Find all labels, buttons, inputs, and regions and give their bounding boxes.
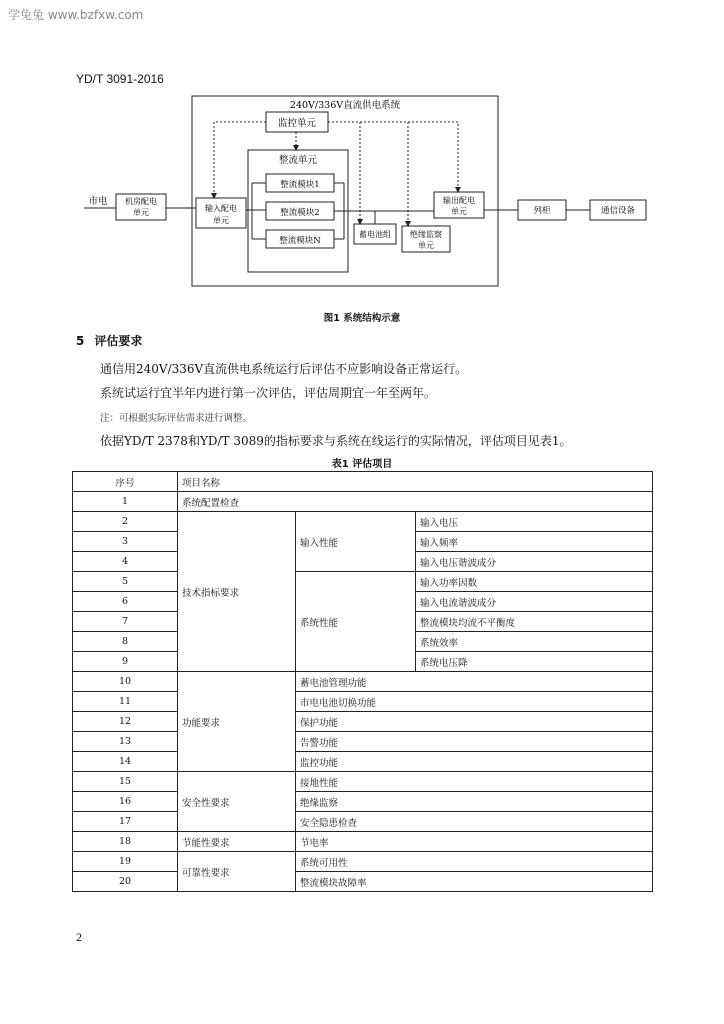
row-no: 10 (73, 672, 178, 692)
figure-caption: 图1 系统结构示意 (323, 313, 401, 324)
row-item: 蓄电池管理功能 (296, 672, 653, 692)
table-row (73, 832, 653, 852)
battery-label: 蓄电池组 (359, 230, 391, 239)
figure-title: 240V/336V直流供电系统 (289, 100, 401, 111)
row-item: 安全隐患检查 (296, 812, 653, 832)
row-no: 15 (73, 772, 178, 792)
row-no: 1 (73, 492, 178, 512)
row-item: 输入功率因数 (416, 572, 653, 592)
rect-mod-2-label: 整流模块2 (280, 208, 320, 218)
table-row (73, 572, 653, 592)
group-energy: 节能性要求 (178, 832, 296, 852)
row-no: 4 (73, 552, 178, 572)
row-item: 绝缘监察 (296, 792, 653, 812)
mains-panel-label-1: 机房配电 (125, 197, 157, 206)
section-heading (76, 332, 152, 349)
row-no: 7 (73, 612, 178, 632)
table-row (73, 772, 653, 792)
row-item: 告警功能 (296, 732, 653, 752)
document-code: YD/T 3091-2016 (76, 72, 164, 86)
row-no: 2 (73, 512, 178, 532)
output-dist-label-1: 输出配电 (443, 196, 475, 205)
header-no: 序号 (73, 472, 178, 492)
sub-system: 系统性能 (296, 572, 416, 672)
row-no: 19 (73, 852, 178, 872)
row-item: 输入频率 (416, 532, 653, 552)
group-rel: 可靠性要求 (178, 852, 296, 892)
row-item: 输入电压谐波成分 (416, 552, 653, 572)
row-no: 12 (73, 712, 178, 732)
row-no: 14 (73, 752, 178, 772)
row-item: 市电电池切换功能 (296, 692, 653, 712)
rect-mod-n-label: 整流模块N (279, 236, 321, 246)
paragraph-1: 通信用240V/336V直流供电系统运行后评估不应影响设备正常运行。 (100, 362, 468, 376)
group-func: 功能要求 (178, 672, 296, 772)
row-no: 3 (73, 532, 178, 552)
monitor-label: 监控单元 (277, 118, 317, 129)
mains-panel-label-2: 单元 (133, 208, 149, 217)
row-no: 13 (73, 732, 178, 752)
row-no: 11 (73, 692, 178, 712)
table-row (73, 692, 653, 712)
section-number: 5 (76, 334, 85, 348)
section-title: 评估要求 (94, 334, 143, 348)
group-tech: 技术指标要求 (178, 512, 296, 672)
table-row (73, 752, 653, 772)
row-no: 16 (73, 792, 178, 812)
row-no: 6 (73, 592, 178, 612)
table-row (73, 732, 653, 752)
table-row (73, 712, 653, 732)
evaluation-items-table (72, 471, 653, 892)
row-item: 系统效率 (416, 632, 653, 652)
row-no: 5 (73, 572, 178, 592)
row-no: 17 (73, 812, 178, 832)
paragraph-3: 依据YD/T 2378和YD/T 3089的指标要求与系统在线运行的实际情况，评估项目见表1。 (100, 434, 572, 448)
row-item: 系统电压降 (416, 652, 653, 672)
table-row (73, 512, 653, 532)
row-item: 输入电流谐波成分 (416, 592, 653, 612)
sub-input: 输入性能 (296, 512, 416, 572)
system-structure-diagram (0, 0, 724, 310)
watermark: 学兔兔 www.bzfxw.com (8, 8, 144, 22)
note: 注：可根据实际评估需求进行调整。 (100, 413, 253, 424)
row-no: 20 (73, 872, 178, 892)
table-row (73, 872, 653, 892)
row-item: 系统配置检查 (178, 492, 653, 512)
row-item: 节电率 (296, 832, 653, 852)
row-item: 整流模块均流不平衡度 (416, 612, 653, 632)
cabinet-label: 列柜 (533, 206, 551, 216)
table-row (73, 792, 653, 812)
row-item: 整流模块故障率 (296, 872, 653, 892)
row-item: 监控功能 (296, 752, 653, 772)
header-name: 项目名称 (178, 472, 653, 492)
row-no: 18 (73, 832, 178, 852)
insulation-label-1: 绝缘监察 (410, 230, 442, 239)
group-safety: 安全性要求 (178, 772, 296, 832)
output-dist-label-2: 单元 (451, 207, 467, 216)
table-caption: 表1 评估项目 (331, 459, 393, 470)
table-row (73, 492, 653, 512)
input-dist-label-1: 输入配电 (205, 204, 237, 213)
table-row (73, 852, 653, 872)
rect-unit-label: 整流单元 (278, 155, 318, 166)
rect-mod-1-label: 整流模块1 (280, 180, 320, 190)
system-frame (192, 96, 498, 286)
table-row (73, 812, 653, 832)
row-item: 系统可用性 (296, 852, 653, 872)
row-item: 输入电压 (416, 512, 653, 532)
table-row (73, 672, 653, 692)
row-no: 9 (73, 652, 178, 672)
page-number: 2 (76, 930, 82, 944)
mains-label: 市电 (88, 196, 108, 207)
insulation-label-2: 单元 (418, 241, 434, 250)
row-item: 接地性能 (296, 772, 653, 792)
input-dist-label-2: 单元 (213, 216, 229, 225)
row-no: 8 (73, 632, 178, 652)
comm-equipment-label: 通信设备 (600, 206, 636, 216)
table-header-row (73, 472, 653, 492)
paragraph-2: 系统试运行宜半年内进行第一次评估，评估周期宜一年至两年。 (100, 386, 437, 400)
row-item: 保护功能 (296, 712, 653, 732)
